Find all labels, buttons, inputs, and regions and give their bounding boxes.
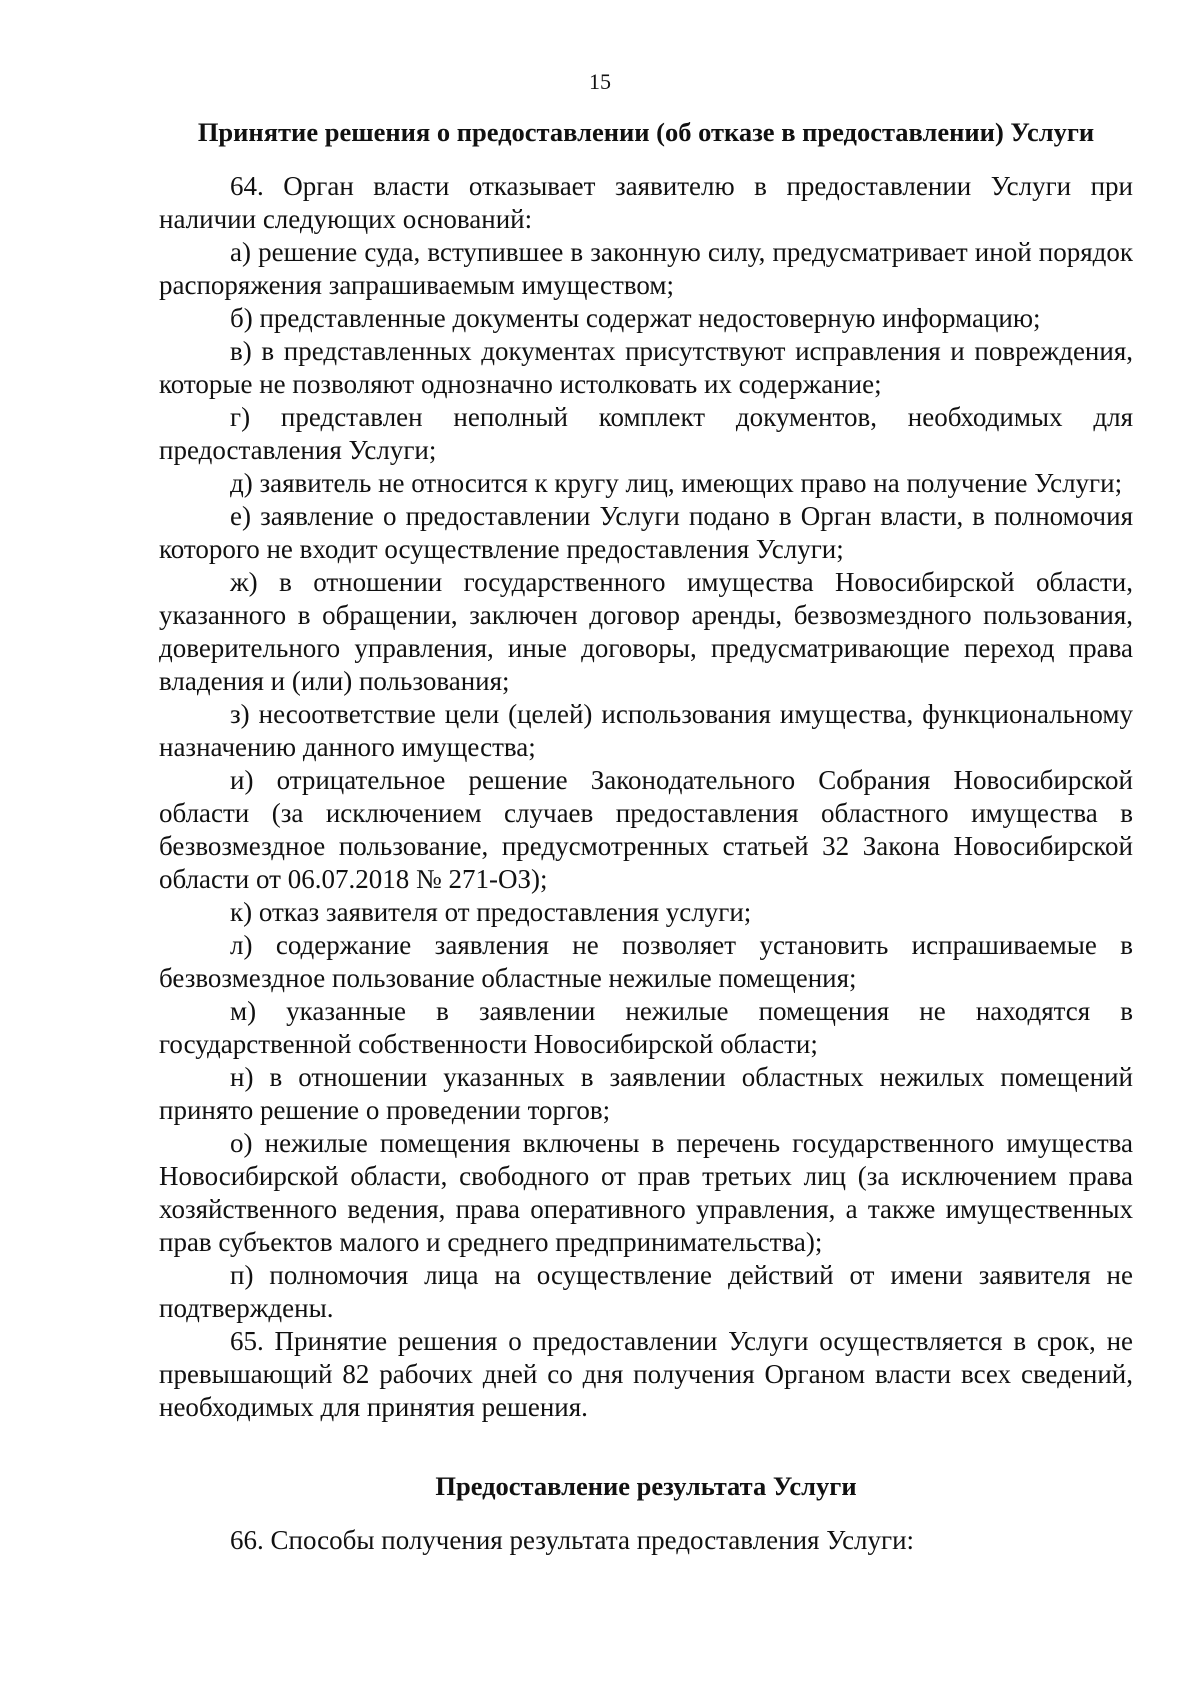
list-item: а) решение суда, вступившее в законную силу, предусматривает иной порядок распоряжения запрашиваемым имуществом; xyxy=(159,237,1133,300)
list-item: е) заявление о предоставлении Услуги подано в Орган власти, в полномочия которого не входит осуществление предоставления Услуги; xyxy=(159,501,1133,564)
list-item: д) заявитель не относится к кругу лиц, имеющих право на получение Услуги; xyxy=(230,468,1123,498)
list-item: г) представлен неполный комплект документов, необходимых для предоставления Услуги; xyxy=(159,402,1133,465)
list-item: п) полномочия лица на осуществление действий от имени заявителя не подтверждены. xyxy=(159,1260,1133,1323)
page-number: 15 xyxy=(589,69,611,94)
section-heading: Предоставление результата Услуги xyxy=(435,1471,857,1501)
section-heading: Принятие решения о предоставлении (об отказе в предоставлении) Услуги xyxy=(197,117,1095,147)
list-item: б) представленные документы содержат недостоверную информацию; xyxy=(230,303,1041,333)
list-item: л) содержание заявления не позволяет установить испрашиваемые в безвозмездное пользование областные нежилые помещения; xyxy=(159,930,1133,993)
paragraph: 64. Орган власти отказывает заявителю в предоставлении Услуги при наличии следующих оснований: xyxy=(159,171,1133,234)
list-item: в) в представленных документах присутствуют исправления и повреждения, которые не позволяют однозначно истолковать их содержание; xyxy=(159,336,1133,399)
list-item: и) отрицательное решение Законодательного Собрания Новосибирской области (за исключением случаев предоставления областного имущества в безвозмездное пользование, предусмотренных статьей 32 Закона Новосибирской области от 06.07.2018 № 271-ОЗ); xyxy=(159,765,1133,894)
paragraph: 66. Способы получения результата предоставления Услуги: xyxy=(230,1525,915,1555)
document-body xyxy=(159,116,1133,1557)
list-item: о) нежилые помещения включены в перечень государственного имущества Новосибирской области, свободного от прав третьих лиц (за исключением права хозяйственного ведения, права оперативного управления, а также имущественных прав субъектов малого и среднего предпринимательства); xyxy=(159,1128,1133,1257)
list-item: ж) в отношении государственного имущества Новосибирской области, указанного в обращении, заключен договор аренды, безвозмездного пользования, доверительного управления, иные договоры, предусматривающие переход права владения и (или) пользования; xyxy=(159,567,1133,696)
paragraph: 65. Принятие решения о предоставлении Услуги осуществляется в срок, не превышающий 82 рабочих дней со дня получения Органом власти всех сведений, необходимых для принятия решения. xyxy=(159,1326,1133,1422)
list-item: з) несоответствие цели (целей) использования имущества, функциональному назначению данного имущества; xyxy=(159,699,1133,762)
list-item: м) указанные в заявлении нежилые помещения не находятся в государственной собственности Новосибирской области; xyxy=(159,996,1133,1059)
list-item: н) в отношении указанных в заявлении областных нежилых помещений принято решение о проведении торгов; xyxy=(159,1062,1133,1125)
list-item: к) отказ заявителя от предоставления услуги; xyxy=(230,897,752,927)
